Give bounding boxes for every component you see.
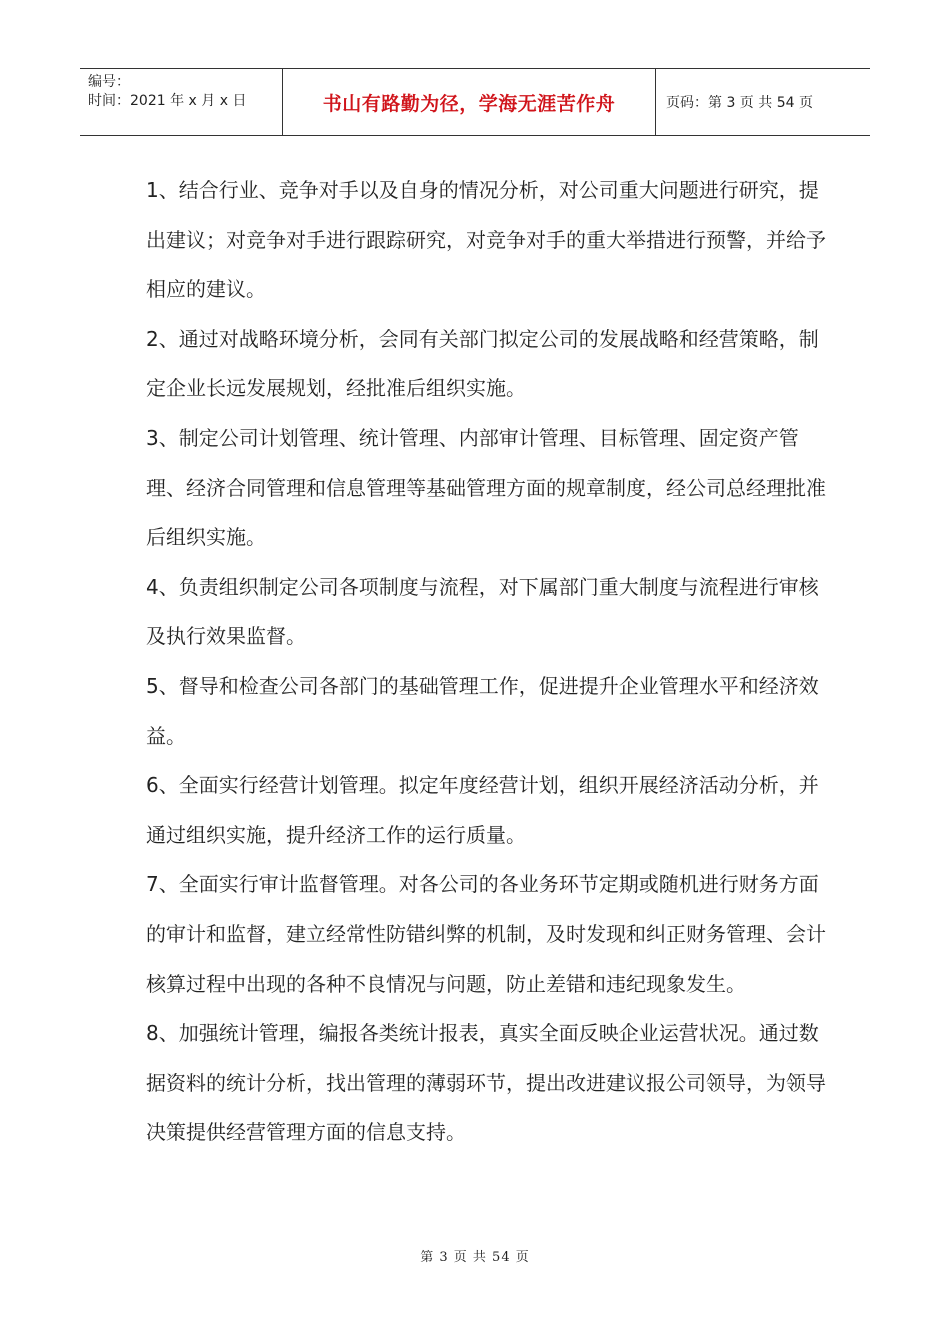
header-motto: 书山有路勤为径，学海无涯苦作舟 [282,69,656,135]
list-item: 3、制定公司计划管理、统计管理、内部审计管理、目标管理、固定资产管理、经济合同管理和信息管理等基础管理方面的规章制度，经公司总经理批准后组织实施。 [146,425,826,550]
list-item: 6、全面实行经营计划管理。拟定年度经营计划，组织开展经济活动分析，并通过组织实施，提升经济工作的运行质量。 [146,773,819,847]
header-page-info: 页码：第 3 页 共 54 页 [666,95,813,111]
time-label: 时间：2021 年 x 月 x 日 [88,93,247,109]
list-item: 7、全面实行审计监督管理。对各公司的各业务环节定期或随机进行财务方面的审计和监督，建立经常性防错纠弊的机制，及时发现和纠正财务管理、会计核算过程中出现的各种不良情况与问题，防止差错和违纪现象发生。 [146,872,826,996]
list-item: 2、通过对战略环境分析，会同有关部门拟定公司的发展战略和经营策略，制定企业长远发展规划，经批准后组织实施。 [146,326,819,401]
list-item: 4、负责组织制定公司各项制度与流程，对下属部门重大制度与流程进行审核及执行效果监督。 [146,574,819,649]
list-item: 1、结合行业、竞争对手以及自身的情况分析，对公司重大问题进行研究，提出建议；对竞争对手进行跟踪研究，对竞争对手的重大举措进行预警，并给予相应的建议。 [146,178,826,302]
list-item: 5、督导和检查公司各部门的基础管理工作，促进提升企业管理水平和经济效益。 [146,673,819,748]
document-header [80,68,870,136]
number-label: 编号： [88,74,130,90]
list-item: 8、加强统计管理，编报各类统计报表，真实全面反映企业运营状况。通过数据资料的统计分析，找出管理的薄弱环节，提出改进建议报公司领导，为领导决策提供经营管理方面的信息支持。 [146,1021,826,1145]
header-meta [80,69,282,135]
document-body [146,166,826,1158]
page-footer: 第 3 页 共 54 页 [420,1250,530,1265]
